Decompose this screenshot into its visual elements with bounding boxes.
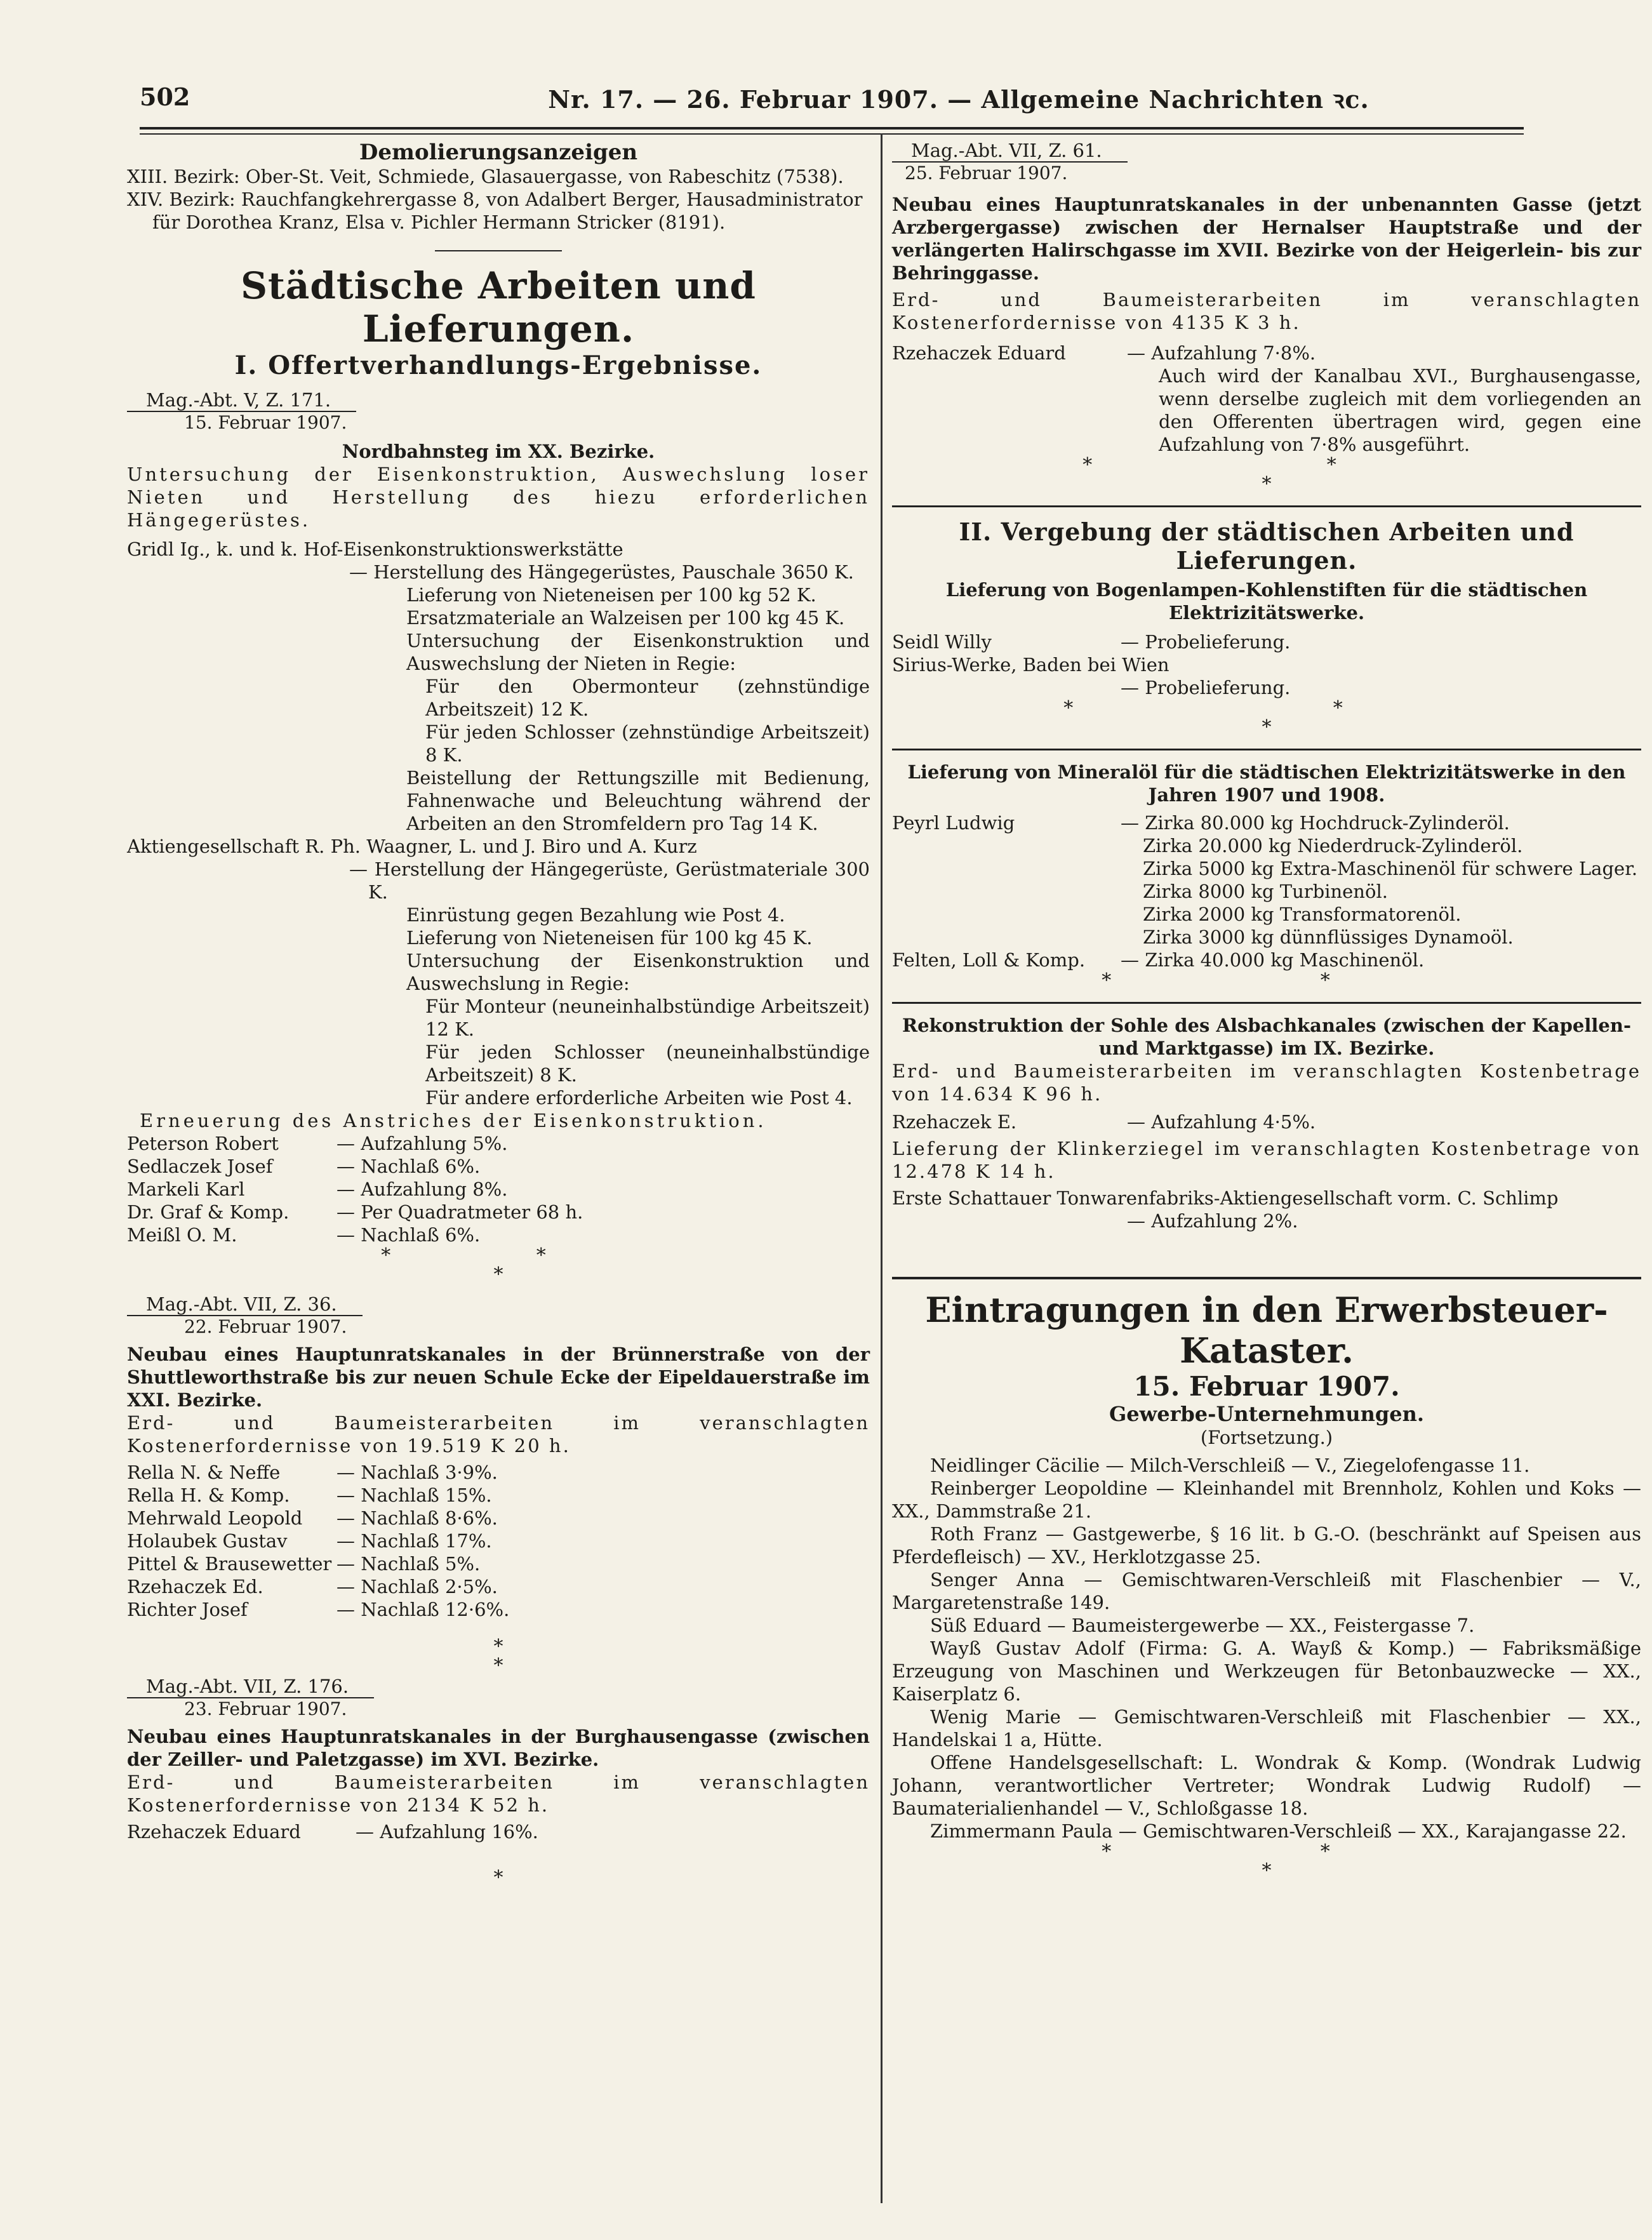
bid-value: — Aufzahlung 5%. — [336, 1133, 508, 1154]
section-rule — [892, 505, 1641, 507]
bid-line: Beistellung der Rettungszille mit Bedienung, Fahnenwache und Beleuchtung während der Arbeiten an den Stromfeldern pro Tag 14 K. — [406, 767, 870, 834]
bid-line: Zirka 8000 kg Turbinenöl. — [1143, 881, 1388, 902]
notice-description: Erd- und Baumeisterarbeiten im veranschlagten Kostenbetrage von 14.634 K 96 h. — [892, 1060, 1641, 1105]
kataster-section — [892, 1290, 1641, 1881]
section-heading: I. Offertverhandlungs-Ergebnisse. — [234, 350, 763, 380]
section-heading: II. Vergebung der städtischen Arbeiten und Lieferungen. — [959, 517, 1575, 575]
register-entry: Wenig Marie — Gemischtwaren-Verschleiß mit Flaschenbier — XX., Handelskai 1 a, Hütte. — [892, 1706, 1641, 1750]
bid-line: — Herstellung des Hängegerüstes, Pauschale 3650 K. — [349, 561, 854, 583]
bid-row — [127, 1507, 870, 1530]
bid-value: — Zirka 40.000 kg Maschinenöl. — [1121, 949, 1425, 971]
notice-block — [127, 1676, 870, 1888]
bidder-name: Sedlaczek Josef — [127, 1156, 273, 1177]
page-number: 502 — [140, 83, 190, 111]
bid-line: Zirka 5000 kg Extra-Maschinenöl für schwere Lager. — [1143, 858, 1638, 879]
register-entry: Offene Handelsgesellschaft: L. Wondrak & Komp. (Wondrak Ludwig Johann, verantwortlicher Vertreter; Wondrak Ludwig Rudolf) — Baumaterialienhandel — V., Schloßgasse 18. — [892, 1752, 1641, 1819]
bid-row — [127, 1484, 870, 1507]
asterism: * — [493, 1867, 503, 1889]
column-divider — [881, 133, 883, 2203]
bidder-name: Meißl O. M. — [127, 1224, 237, 1246]
asterism: * — [1262, 1860, 1272, 1882]
register-entry: Reinberger Leopoldine — Kleinhandel mit Brennholz, Kohlen und Koks — XX., Dammstraße 21. — [892, 1477, 1641, 1522]
section-rule — [892, 749, 1641, 750]
notice-date: 15. Februar 1907. — [184, 412, 347, 433]
asterism: * * — [1102, 1841, 1432, 1863]
notice-title: Neubau eines Hauptunratskanales in der unbenannten Gasse (jetzt Arzbergergasse) zwischen der Hernalser Hauptstraße und der verlängerten Halirschgasse im XVII. Bezirke von der Heigerlein- bis zur Behringgasse. — [892, 194, 1641, 284]
bid-value: — Nachlaß 2·5%. — [336, 1576, 498, 1597]
bid-value: — Nachlaß 15%. — [336, 1484, 492, 1506]
bid-value: — Nachlaß 12·6%. — [336, 1599, 510, 1620]
notice-block — [892, 578, 1641, 737]
notice-description: Erd- und Baumeisterarbeiten im veranschlagten Kostenerfordernisse von 2134 K 52 h. — [127, 1771, 870, 1816]
demolition-entry: XIII. Bezirk: Ober-St. Veit, Schmiede, Glasauergasse, von Rabeschitz (7538). — [127, 166, 844, 187]
notice-title: Rekonstruktion der Sohle des Alsbachkanales (zwischen der Kapellen- und Marktgasse) im IX. Bezirke. — [902, 1015, 1631, 1059]
bid-line: Für jeden Schlosser (zehnstündige Arbeitszeit) 8 K. — [425, 721, 870, 766]
bid-row — [892, 342, 1641, 364]
bid-line: — Herstellung der Hängegerüste, Gerüstmateriale 300 K. — [349, 858, 870, 903]
bidder-name: Felten, Loll & Komp. — [892, 949, 1086, 971]
bid-value: — Nachlaß 5%. — [336, 1553, 481, 1575]
running-header — [140, 83, 1524, 121]
separator — [435, 250, 562, 251]
bid-line: Zirka 2000 kg Transformatorenöl. — [1143, 903, 1462, 925]
bidder-name: Rella H. & Komp. — [127, 1484, 290, 1506]
notice-title: Nordbahnsteg im XX. Bezirke. — [342, 441, 655, 462]
bid-value: — Nachlaß 6%. — [336, 1156, 481, 1177]
notice-date: 25. Februar 1907. — [905, 163, 1068, 183]
bid-row — [127, 1223, 870, 1246]
bid-line: Auch wird der Kanalbau XVI., Burghausengasse, wenn derselbe zugleich mit dem vorliegenden an den Offerenten übertragen wird, gegen eine Aufzahlung von 7·8% ausgeführt. — [1159, 365, 1641, 455]
asterism: * * — [1082, 454, 1451, 476]
bid-row — [127, 1575, 870, 1598]
section-rule — [892, 1277, 1641, 1279]
notice-description: Erd- und Baumeisterarbeiten im veranschlagten Kostenerfordernisse von 4135 K 3 h. — [892, 289, 1641, 333]
main-heading: Städtische Arbeiten und Lieferungen. — [241, 264, 756, 350]
bid-row — [127, 1178, 870, 1201]
asterism: * * — [1063, 697, 1470, 719]
bidder-name: Aktiengesellschaft R. Ph. Waagner, L. und J. Biro und A. Kurz — [127, 836, 697, 857]
bidder-name: Seidl Willy — [892, 631, 992, 653]
department-ref: Mag.-Abt. V, Z. 171. — [127, 389, 356, 412]
bid-line: Lieferung von Nieteneisen für 100 kg 45 K. — [406, 927, 813, 949]
bidder-name: Gridl Ig., k. und k. Hof-Eisenkonstruktionswerkstätte — [127, 538, 623, 560]
bid-line: Einrüstung gegen Bezahlung wie Post 4. — [406, 904, 785, 926]
bid-row — [127, 1461, 870, 1484]
asterism: * — [493, 1263, 503, 1286]
bidder-name: Mehrwald Leopold — [127, 1507, 303, 1529]
bidder-name: Rzehaczek Eduard — [127, 1821, 301, 1843]
notice-title: Neubau eines Hauptunratskanales in der Brünnerstraße von der Shuttleworthstraße bis zur neuen Schule Ecke der Eipeldauerstraße im XXI. Bezirke. — [127, 1343, 870, 1411]
kataster-date: 15. Februar 1907. — [1133, 1371, 1400, 1402]
notice-description: Lieferung der Klinkerziegel im veranschlagten Kostenbetrage von 12.478 K 14 h. — [892, 1138, 1641, 1182]
bid-value: — Aufzahlung 7·8%. — [1127, 342, 1316, 364]
register-entry: Süß Eduard — Baumeistergewerbe — XX., Feistergasse 7. — [930, 1615, 1475, 1636]
bid-line: Für Monteur (neuneinhalbstündige Arbeitszeit) 12 K. — [425, 996, 870, 1040]
department-ref: Mag.-Abt. VII, Z. 176. — [127, 1676, 374, 1698]
bid-value: — Aufzahlung 4·5%. — [1127, 1111, 1316, 1133]
bid-row — [127, 1155, 870, 1178]
bid-value: — Nachlaß 17%. — [336, 1530, 492, 1552]
bid-value: — Probelieferung. — [1121, 631, 1291, 653]
notice-block — [892, 140, 1641, 494]
register-entry: Senger Anna — Gemischtwaren-Verschleiß mit Flaschenbier — V., Margaretenstraße 149. — [892, 1569, 1641, 1613]
asterism: * — [1262, 473, 1272, 495]
register-entry: Wayß Gustav Adolf (Firma: G. A. Wayß & Komp.) — Fabriksmäßige Erzeugung von Maschinen und Werkzeugen für Betonbauzwecke — XX., Kaiserplatz 6. — [892, 1637, 1641, 1705]
asterism: * — [493, 1636, 503, 1658]
bid-value: — Nachlaß 8·6%. — [336, 1507, 498, 1529]
bid-line: Untersuchung der Eisenkonstruktion und Auswechslung in Regie: — [406, 950, 870, 994]
bidder-name: Pittel & Brausewetter — [127, 1553, 332, 1575]
bidder-name: Peyrl Ludwig — [892, 812, 1015, 834]
bid-line: Für den Obermonteur (zehnstündige Arbeitszeit) 12 K. — [425, 676, 870, 720]
bidder-name: Sirius-Werke, Baden bei Wien — [892, 654, 1169, 676]
demolition-heading: Demolierungsanzeigen — [359, 140, 638, 165]
bid-value: — Nachlaß 3·9%. — [336, 1462, 498, 1483]
bid-row — [127, 1530, 870, 1552]
header-title: Nr. 17. — 26. Februar 1907. — Allgemeine Nachrichten ꝛc. — [548, 85, 1369, 114]
register-entry: Zimmermann Paula — Gemischtwaren-Verschleiß — XX., Karajangasse 22. — [930, 1820, 1627, 1842]
section-rule — [892, 1002, 1641, 1004]
bidder-name: Markeli Karl — [127, 1178, 245, 1200]
continuation-note: (Fortsetzung.) — [1200, 1427, 1333, 1448]
bidder-name: Rzehaczek Ed. — [127, 1576, 263, 1597]
bid-value: — Aufzahlung 2%. — [1127, 1210, 1298, 1232]
bid-line: Lieferung von Nieteneisen per 100 kg 52 K. — [406, 584, 816, 606]
register-entry: Neidlinger Cäcilie — Milch-Verschleiß — V., Ziegelofengasse 11. — [930, 1455, 1530, 1476]
bidder-name: Holaubek Gustav — [127, 1530, 288, 1552]
bid-row — [892, 630, 1641, 653]
notice-description: Untersuchung der Eisenkonstruktion, Auswechslung loser Nieten und Herstellung des hiezu erforderlichen Hängegerüstes. — [127, 463, 870, 531]
bidder-name: Richter Josef — [127, 1599, 248, 1620]
notice-block — [892, 761, 1641, 990]
header-rule — [140, 127, 1524, 135]
asterism: * * — [381, 1244, 616, 1267]
bid-value: — Zirka 80.000 kg Hochdruck-Zylinderöl. — [1121, 812, 1510, 834]
notice-title: Neubau eines Hauptunratskanales in der Burghausengasse (zwischen der Zeiller- und Paletzgasse) im XVI. Bezirke. — [127, 1726, 870, 1770]
bid-line: Ersatzmateriale an Walzeisen per 100 kg 45 K. — [406, 607, 845, 629]
kataster-heading: Eintragungen in den Erwerbsteuer-Kataster. — [925, 1290, 1608, 1371]
asterism: * * — [1102, 970, 1432, 992]
bid-line: Untersuchung der Eisenkonstruktion und Auswechslung der Nieten in Regie: — [406, 630, 870, 674]
bid-value: — Nachlaß 6%. — [336, 1224, 481, 1246]
bidder-name: Rzehaczek Eduard — [892, 342, 1066, 364]
left-column — [127, 140, 870, 1888]
notice-block — [127, 1284, 870, 1676]
bid-value: — Per Quadratmeter 68 h. — [336, 1201, 583, 1223]
bid-row — [127, 1598, 870, 1621]
notice-block — [892, 1014, 1641, 1232]
notice-date: 23. Februar 1907. — [184, 1698, 347, 1719]
notice-description: Erd- und Baumeisterarbeiten im veranschlagten Kostenerfordernisse von 19.519 K 20 h. — [127, 1412, 870, 1457]
notice-block — [127, 380, 870, 1284]
right-column — [892, 140, 1641, 1881]
bid-row — [127, 1132, 870, 1155]
notice-title: Lieferung von Mineralöl für die städtischen Elektrizitätswerke in den Jahren 1907 und 1908. — [907, 761, 1626, 806]
department-ref: Mag.-Abt. VII, Z. 61. — [892, 140, 1128, 163]
bid-row — [127, 1820, 870, 1843]
register-entry: Roth Franz — Gastgewerbe, § 16 lit. b G.-O. (beschränkt auf Speisen aus Pferdefleisch) — XV., Herklotzgasse 25. — [892, 1523, 1641, 1568]
bid-value: — Aufzahlung 16%. — [356, 1821, 538, 1843]
asterism: * — [493, 1655, 503, 1677]
bidder-name: Dr. Graf & Komp. — [127, 1201, 290, 1223]
notice-date: 22. Februar 1907. — [184, 1316, 347, 1337]
bid-value: — Aufzahlung 8%. — [336, 1178, 508, 1200]
demolition-entry: XIV. Bezirk: Rauchfangkehrergasse 8, von Adalbert Berger, Hausadministrator für Dorothea Kranz, Elsa v. Pichler Hermann Stricker (8191). — [127, 189, 863, 233]
bid-line: Für jeden Schlosser (neuneinhalbstündige Arbeitszeit) 8 K. — [425, 1041, 870, 1086]
notice-title: Lieferung von Bogenlampen-Kohlenstiften für die städtischen Elektrizitätswerke. — [945, 579, 1588, 623]
bid-line: Für andere erforderliche Arbeiten wie Post 4. — [425, 1087, 853, 1109]
bid-value: — Probelieferung. — [1121, 677, 1291, 698]
bid-row — [892, 1110, 1641, 1133]
sub-heading: Erneuerung des Anstriches der Eisenkonstruktion. — [140, 1110, 767, 1131]
asterism: * — [1262, 716, 1272, 738]
bid-line: Zirka 3000 kg dünnflüssiges Dynamoöl. — [1143, 926, 1514, 948]
bidder-name: Rzehaczek E. — [892, 1111, 1017, 1133]
category-heading: Gewerbe-Unternehmungen. — [1109, 1402, 1425, 1426]
bidder-name: Erste Schattauer Tonwarenfabriks-Aktiengesellschaft vorm. C. Schlimp — [892, 1187, 1559, 1209]
department-ref: Mag.-Abt. VII, Z. 36. — [127, 1293, 363, 1316]
bid-row — [892, 811, 1641, 834]
bid-row — [127, 1552, 870, 1575]
bidder-name: Rella N. & Neffe — [127, 1462, 281, 1483]
bid-row — [127, 1201, 870, 1223]
bid-line: Zirka 20.000 kg Niederdruck-Zylinderöl. — [1143, 835, 1523, 857]
bid-row — [892, 949, 1641, 971]
bidder-name: Peterson Robert — [127, 1133, 279, 1154]
